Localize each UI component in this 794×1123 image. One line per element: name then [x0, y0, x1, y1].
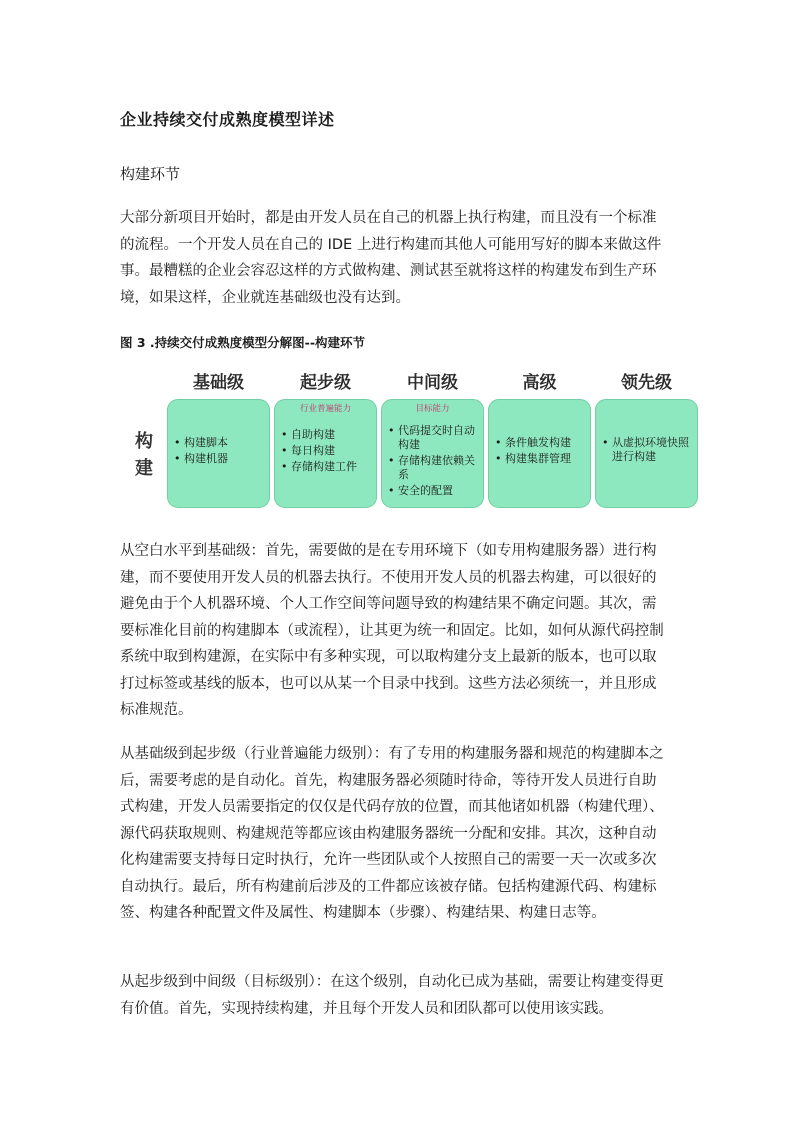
paragraph-starter-level: 从基础级到起步级（行业普遍能力级别）：有了专用的构建服务器和规范的构建脚本之后，需要考虑的是自动化。首先，构建服务器必须随时待命，等待开发人员进行自助式构建，开发人员需要指定的仅仅是代码存放的位置，而其他诸如机器（构建代理）、源代码获取规则、构建规范等都应该由构建服务器统一分配和安排。其次，这种自动化构建需要支持每日定时执行，允许一些团队或个人按照自己的需要一天一次或多次自动执行。最后，所有构建前后涉及的工件都应该被存储。包括构建源代码、构建标签、构建各种配置文件及属性、构建脚本（步骤）、构建结果、构建日志等。: [120, 746, 664, 921]
diagram-side-label: 构建: [135, 431, 153, 479]
list-item: • 代码提交时自动构建: [388, 424, 480, 452]
level-box-intermediate: [381, 399, 484, 508]
level-box-starter: [274, 399, 377, 508]
paragraph-basic-level: 从空白水平到基础级：首先，需要做的是在专用环境下（如专用构建服务器）进行构建，而不要使用开发人员的机器去执行。不使用开发人员的机器去构建，可以很好的避免由于个人机器环境、个人工作空间等问题导致的构建结果不确定问题。其次，需要标准化目前的构建脚本（或流程），让其更为统一和固定。比如，如何从源代码控制系统中取到构建源，在实际中有多种实现，可以取构建分支上最新的版本，也可以取打过标签或基线的版本，也可以从某一个目录中找到。这些方法必须统一，并且形成标准规范。: [120, 543, 664, 718]
level-items-intermediate: [388, 424, 480, 500]
list-item: • 每日构建: [281, 444, 373, 458]
list-item: • 自助构建: [281, 428, 373, 442]
level-items-basic: [174, 436, 266, 468]
list-item: • 从虚拟环境快照进行构建: [602, 436, 694, 464]
maturity-diagram: [120, 368, 700, 514]
level-name-starter: 起步级: [300, 373, 351, 393]
list-item: • 条件触发构建: [495, 436, 587, 450]
level-name-intermediate: 中间级: [407, 373, 458, 393]
level-name-advanced: 高级: [522, 373, 557, 393]
level-box-basic: [167, 399, 270, 508]
paragraph-intermediate-level: 从起步级到中间级（目标级别）：在这个级别，自动化已成为基础，需要让构建变得更有价值。首先，实现持续构建，并且每个开发人员和团队都可以使用该实践。: [120, 974, 664, 1017]
level-items-advanced: [495, 436, 587, 468]
list-item: • 安全的配置: [388, 484, 480, 498]
list-item: • 存储构建工件: [281, 460, 373, 474]
level-items-starter: [281, 428, 373, 476]
level-subtitle-starter: 行业普遍能力: [299, 404, 351, 414]
list-item: • 存储构建依赖关系: [388, 454, 480, 482]
list-item: • 构建脚本: [174, 436, 266, 450]
level-items-leading: [602, 436, 694, 466]
section-heading: 构建环节: [120, 165, 181, 183]
level-name-leading: 领先级: [621, 373, 672, 393]
level-subtitle-intermediate: 目标能力: [415, 404, 450, 414]
level-box-leading: [595, 399, 698, 508]
page-title: 企业持续交付成熟度模型详述: [120, 110, 335, 129]
level-box-advanced: [488, 399, 591, 508]
list-item: • 构建集群管理: [495, 452, 587, 466]
list-item: • 构建机器: [174, 452, 266, 466]
level-name-basic: 基础级: [193, 373, 244, 393]
figure-caption: 图 3 .持续交付成熟度模型分解图--构建环节: [120, 335, 366, 350]
intro-paragraph: 大部分新项目开始时，都是由开发人员在自己的机器上执行构建，而且没有一个标准的流程。一个开发人员在自己的 IDE 上进行构建而其他人可能用写好的脚本来做这件事。最糟糕的企业会容忍这样的方式做构建、测试甚至就将这样的构建发布到生产环境，如果这样，企业就连基础级也没有达到。: [120, 210, 662, 306]
